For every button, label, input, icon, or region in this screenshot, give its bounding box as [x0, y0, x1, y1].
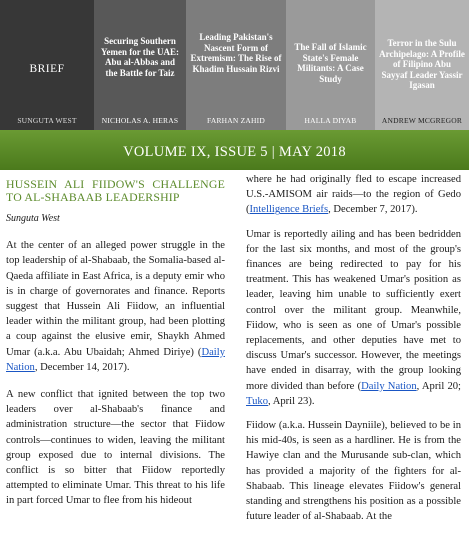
tile-title: Leading Pakistan's Nascent Form of Extremism: The Rise of Khadim Hussain Rizvi	[190, 32, 282, 74]
tile-title: BRIEF	[29, 63, 65, 75]
tile-author: NICHOLAS A. HERAS	[101, 116, 179, 125]
tile-brief[interactable]	[0, 0, 94, 130]
article-tiles	[0, 0, 469, 130]
paragraph: A new conflict that ignited between the top two leaders over al-Shabaab's finance and administration structure—the sector that Fiidow controls—continues to widen, leaving the militant group exposed due to internal divisions. The conflict is so bitter that Fiidow reportedly attempted to eliminate Umar. This threat to his life in part forced Umar to flee from his hideout	[6, 389, 225, 507]
paragraph-text: where he had originally fled to escape increased U.S.-AMISOM air raids—to the region of Gedo (	[246, 174, 461, 216]
source-link[interactable]: Daily Nation	[361, 380, 417, 392]
paragraph-text: Umar is reportedly ailing and has been bedridden for the last six months, and most of the group's finances are being redirected to pay for his treatment. This has weakened Umar's position as leader, leaving him unable to sufficiently exert control over the militant group. Meanwhile, Fiidow, who is seen as one of Umar's possible replacements, and other deputies have met to discuss Umar's successor. However, the meetings have ended in disarray, with the group looking more divided than before (	[246, 228, 461, 392]
tile-title: Terror in the Sulu Archipelago: A Profile of Filipino Abu Sayyaf Leader Yassir Igasan	[379, 38, 465, 90]
tile-author: FARHAN ZAHID	[207, 116, 265, 125]
left-column	[6, 178, 225, 521]
tile-title: Securing Southern Yemen for the UAE: Abu al-Abbas and the Battle for Taiz	[100, 36, 180, 78]
paragraph	[246, 172, 461, 218]
right-column	[246, 172, 461, 536]
tile-title: The Fall of Islamic State's Female Militants: A Case Study	[294, 42, 367, 84]
tile-author: ANDREW MCGREGOR	[381, 116, 463, 125]
paragraph-text: , December 14, 2017).	[34, 361, 130, 373]
tile-islamic-state[interactable]	[286, 0, 375, 130]
paragraph: Fiidow (a.k.a. Hussein Dayniile), believed to be in his mid-40s, is seen as a hardliner. He is from the Hawiye clan and the Murusande sub-clan, which has provided a majority of the fighters for al-Shabaab. This lineage elevates Fiidow's general standing and strengthens his position as a possible future leader of al-Shabaab. At the	[246, 420, 461, 523]
tile-sulu[interactable]	[375, 0, 469, 130]
tile-author: SUNGUTA WEST	[17, 116, 77, 125]
tile-pakistan[interactable]	[186, 0, 286, 130]
paragraph-text: , April 23).	[268, 395, 315, 407]
paragraph-text: , April 20;	[416, 380, 461, 392]
source-link[interactable]: Tuko	[246, 395, 268, 407]
paragraph-text: , December 7, 2017).	[328, 204, 418, 216]
source-link[interactable]: Intelligence Briefs	[249, 204, 329, 216]
article-byline: Sunguta West	[6, 213, 60, 224]
paragraph-text: At the center of an alleged power struggle in the top leadership of al-Shabaab, the Somalia-based al-Qaeda affiliate in East Africa, is a deputy emir who is in charge of governorates and finance. Reports suggest that Hussein Ali Fiidow, an influential leader within the militant group, had been plotting a coup against the elusive emir, Shaykh Ahmed Umar (a.k.a. Abu Ubaidah; Ahmed Diriye) (	[6, 240, 225, 358]
volume-banner	[0, 130, 469, 170]
article-headline: HUSSEIN ALI FIIDOW'S CHALLENGE TO AL-SHABAAB LEADERSHIP	[6, 177, 225, 204]
source-link[interactable]: Daily Nation	[6, 346, 225, 373]
paragraph	[6, 238, 225, 375]
paragraph	[246, 227, 461, 409]
tile-yemen[interactable]	[94, 0, 186, 130]
volume-label: VOLUME IX, ISSUE 5 | MAY 2018	[123, 144, 346, 160]
tile-author: HALLA DIYAB	[304, 116, 357, 125]
